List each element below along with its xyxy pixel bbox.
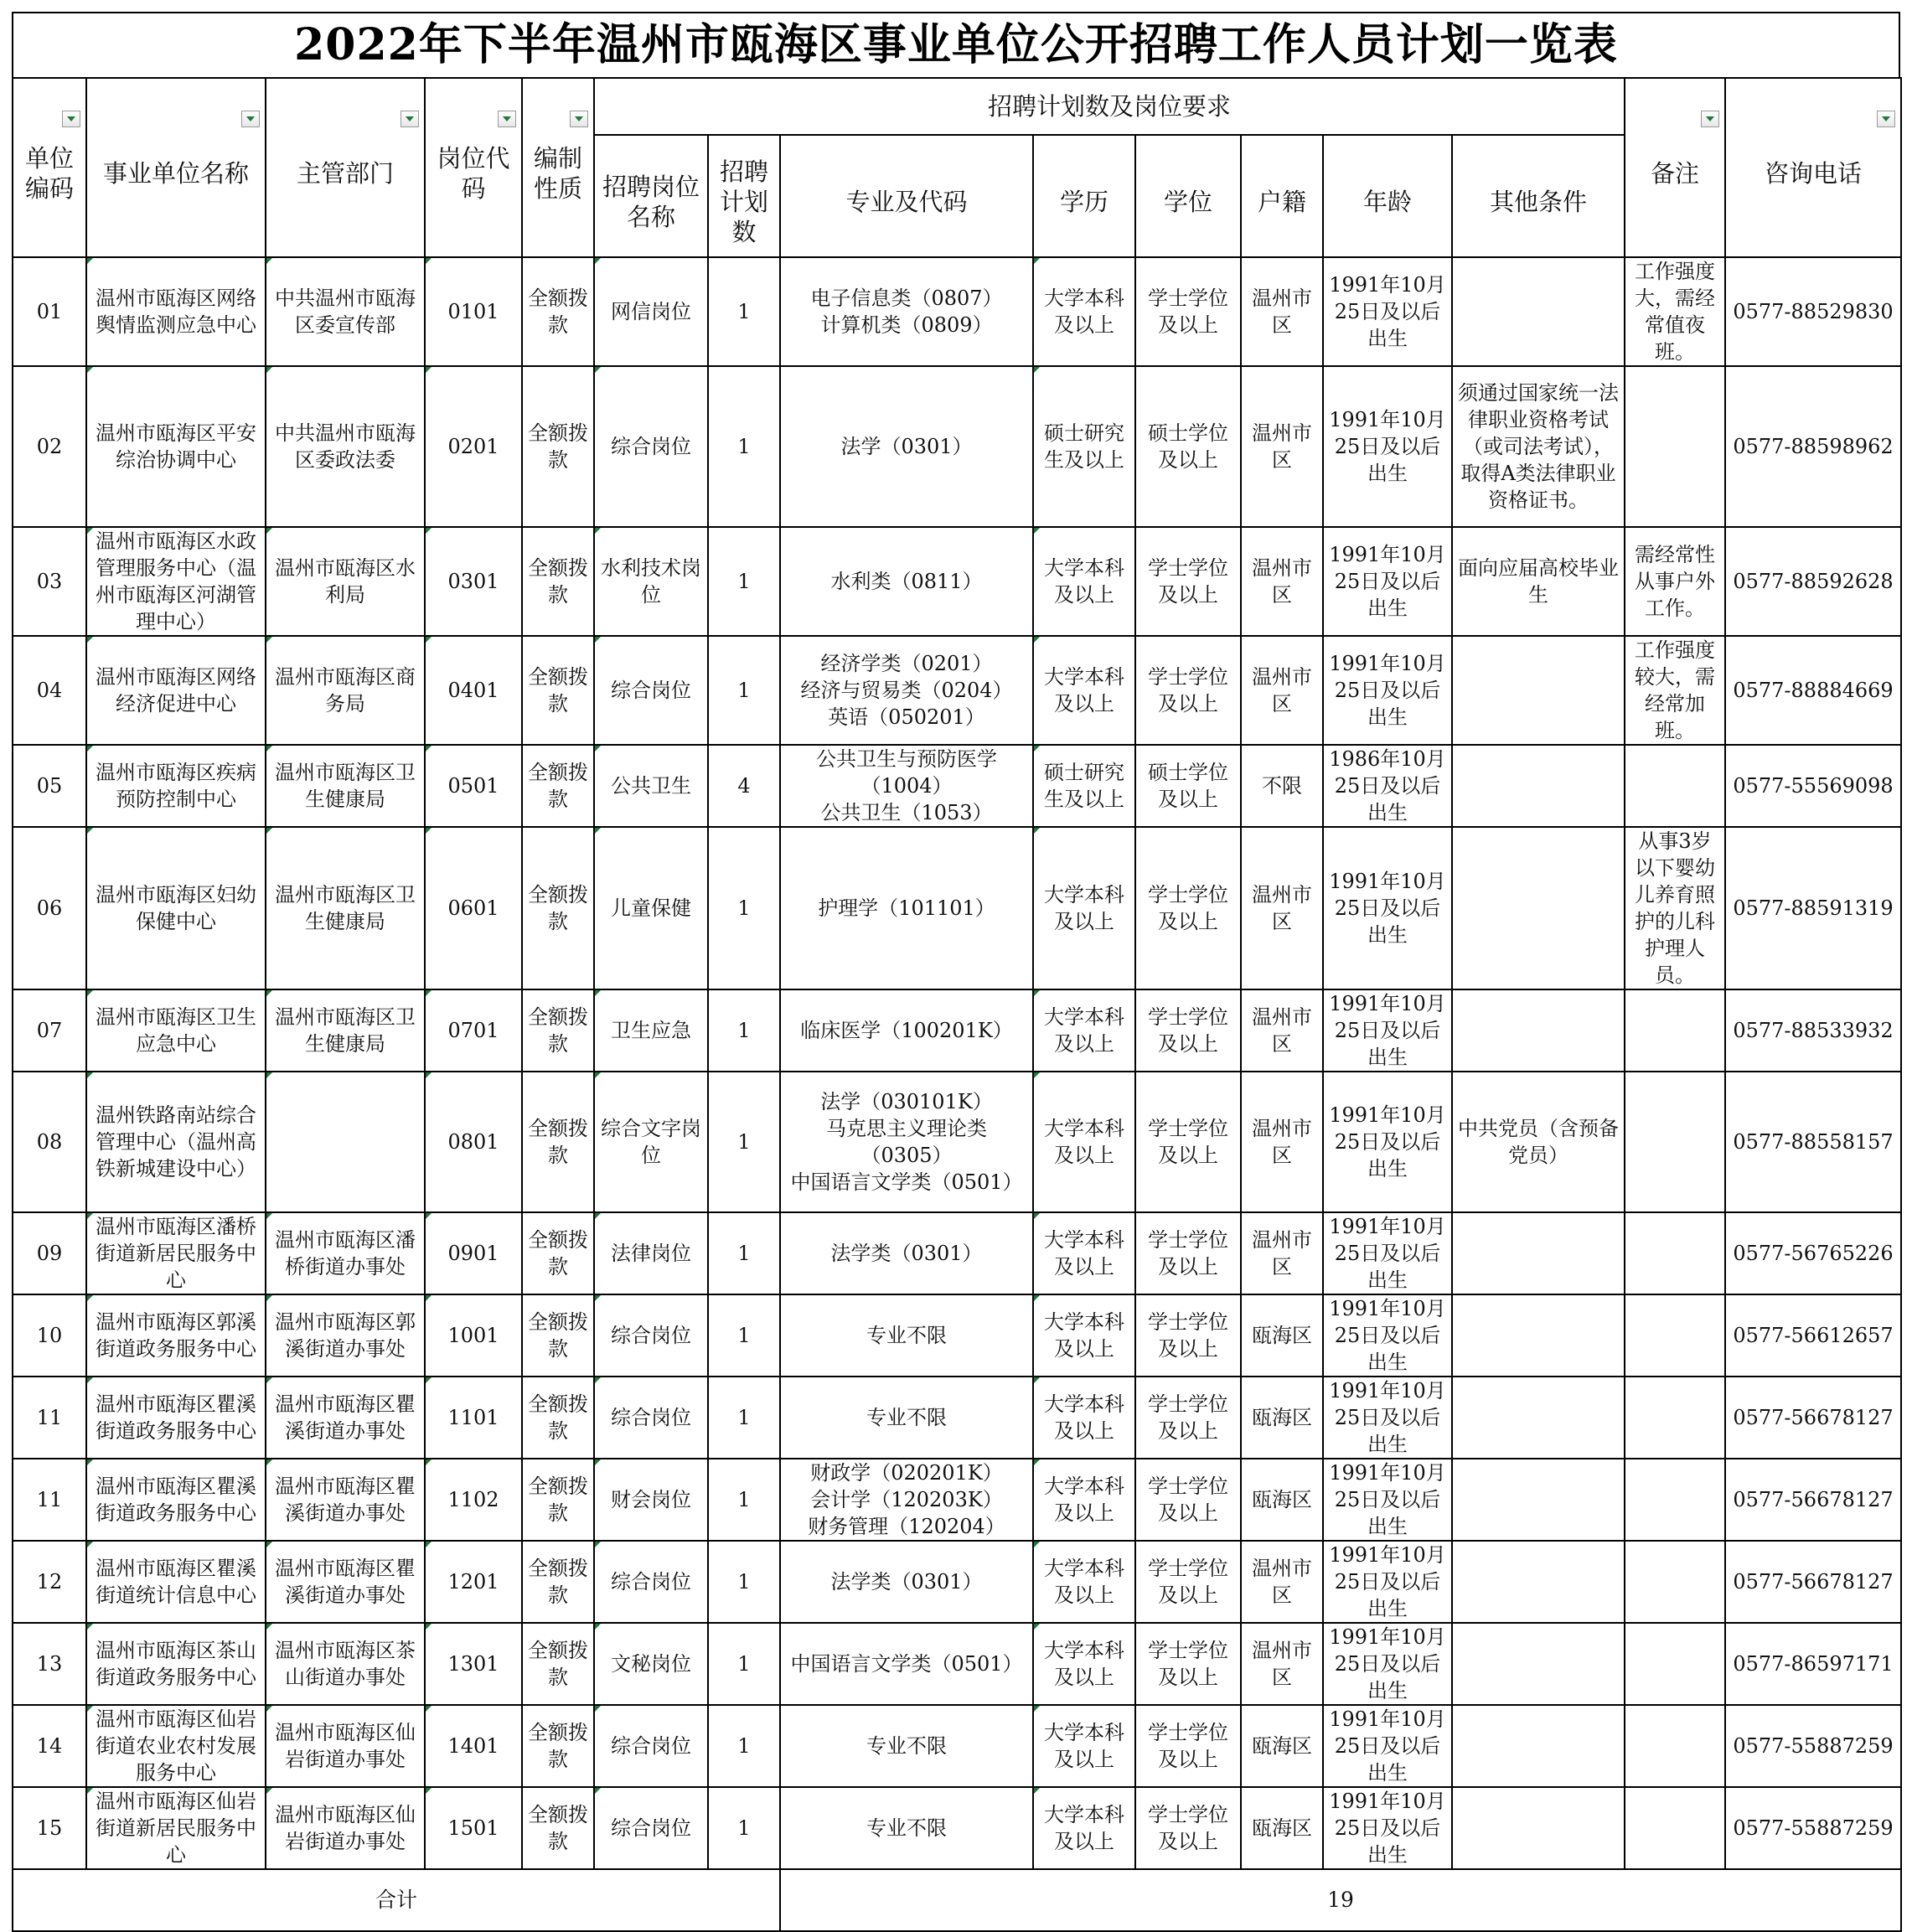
table-row [13,1541,1901,1623]
cell-post-name: 儿童保健 [594,827,708,989]
total-row [13,1869,1901,1931]
cell-nature: 全额拨款 [522,745,594,827]
cell-edu: 大学本科及以上 [1033,1705,1135,1787]
cell-post-name: 综合岗位 [594,366,708,527]
cell-count: 1 [708,1459,780,1541]
cell-major: 法学（030101K） 马克思主义理论类（0305） 中国语言文学类（0501） [780,1072,1033,1212]
cell-dept: 温州市瓯海区水利局 [266,527,425,636]
cell-unit-name: 温州市瓯海区疾病预防控制中心 [86,745,266,827]
cell-major: 专业不限 [780,1377,1033,1459]
cell-edu: 大学本科及以上 [1033,257,1135,366]
cell-count: 1 [708,1623,780,1705]
cell-other [1452,1459,1625,1541]
cell-post-code: 1201 [425,1541,522,1623]
cell-post-code: 0701 [425,989,522,1072]
cell-dept: 温州市瓯海区瞿溪街道办事处 [266,1541,425,1623]
cell-unit-name: 温州市瓯海区水政管理服务中心（温州市瓯海区河湖管理中心） [86,527,266,636]
cell-phone: 0577-88558157 [1725,1072,1901,1212]
cell-nature: 全额拨款 [522,1623,594,1705]
table-row [13,989,1901,1072]
table-row [13,1623,1901,1705]
cell-huji: 温州市区 [1241,827,1323,989]
cell-huji: 温州市区 [1241,1623,1323,1705]
cell-age: 1991年10月25日及以后出生 [1323,1787,1452,1869]
header-unit-name: 事业单位名称 [86,78,266,257]
cell-degree: 学士学位及以上 [1135,827,1241,989]
cell-age: 1991年10月25日及以后出生 [1323,636,1452,745]
cell-note: 工作强度大，需经常值夜班。 [1625,257,1725,366]
cell-other [1452,1705,1625,1787]
cell-unit-code: 02 [13,366,86,527]
cell-huji: 瓯海区 [1241,1377,1323,1459]
cell-post-name: 法律岗位 [594,1212,708,1294]
cell-phone: 0577-88529830 [1725,257,1901,366]
table-row [13,527,1901,636]
cell-unit-code: 14 [13,1705,86,1787]
cell-note [1625,1377,1725,1459]
cell-post-name: 综合岗位 [594,1787,708,1869]
cell-edu: 大学本科及以上 [1033,527,1135,636]
filter-dropdown-icon[interactable] [498,111,516,127]
cell-unit-code: 06 [13,827,86,989]
cell-age: 1991年10月25日及以后出生 [1323,1072,1452,1212]
cell-post-code: 1001 [425,1294,522,1377]
cell-huji: 温州市区 [1241,1072,1323,1212]
header-nature: 编制性质 [522,78,594,257]
cell-major: 专业不限 [780,1787,1033,1869]
cell-count: 1 [708,257,780,366]
cell-unit-code: 12 [13,1541,86,1623]
cell-nature: 全额拨款 [522,1072,594,1212]
header-note: 备注 [1625,78,1725,257]
cell-nature: 全额拨款 [522,527,594,636]
recruitment-table [12,77,1902,1932]
header-huji: 户籍 [1241,135,1323,257]
cell-note [1625,1787,1725,1869]
header-post-name: 招聘岗位名称 [594,135,708,257]
cell-post-code: 0301 [425,527,522,636]
cell-post-name: 综合文字岗位 [594,1072,708,1212]
cell-edu: 大学本科及以上 [1033,1377,1135,1459]
table-row [13,636,1901,745]
cell-major: 专业不限 [780,1705,1033,1787]
cell-post-name: 综合岗位 [594,636,708,745]
cell-edu: 大学本科及以上 [1033,1212,1135,1294]
table-row [13,827,1901,989]
cell-nature: 全额拨款 [522,1541,594,1623]
cell-nature: 全额拨款 [522,1787,594,1869]
cell-dept: 温州市瓯海区仙岩街道办事处 [266,1787,425,1869]
cell-count: 1 [708,1072,780,1212]
cell-major: 水利类（0811） [780,527,1033,636]
cell-major: 临床医学（100201K） [780,989,1033,1072]
cell-phone: 0577-88598962 [1725,366,1901,527]
cell-dept: 温州市瓯海区商务局 [266,636,425,745]
sheet [12,12,1900,1932]
cell-phone: 0577-88533932 [1725,989,1901,1072]
cell-dept [266,1072,425,1212]
cell-dept: 温州市瓯海区瞿溪街道办事处 [266,1459,425,1541]
cell-unit-name: 温州铁路南站综合管理中心（温州高铁新城建设中心） [86,1072,266,1212]
cell-other [1452,1212,1625,1294]
cell-degree: 学士学位及以上 [1135,1541,1241,1623]
cell-count: 1 [708,989,780,1072]
cell-other [1452,1541,1625,1623]
cell-unit-name: 温州市瓯海区妇幼保健中心 [86,827,266,989]
cell-unit-code: 10 [13,1294,86,1377]
cell-huji: 温州市区 [1241,636,1323,745]
filter-dropdown-icon[interactable] [62,111,80,127]
cell-dept: 温州市瓯海区潘桥街道办事处 [266,1212,425,1294]
table-row [13,1459,1901,1541]
cell-degree: 学士学位及以上 [1135,636,1241,745]
cell-count: 1 [708,827,780,989]
cell-age: 1991年10月25日及以后出生 [1323,527,1452,636]
cell-post-code: 0901 [425,1212,522,1294]
cell-phone: 0577-56678127 [1725,1541,1901,1623]
header-dept: 主管部门 [266,78,425,257]
cell-edu: 硕士研究生及以上 [1033,366,1135,527]
cell-unit-name: 温州市瓯海区平安综治协调中心 [86,366,266,527]
cell-degree: 学士学位及以上 [1135,989,1241,1072]
cell-edu: 大学本科及以上 [1033,989,1135,1072]
cell-dept: 温州市瓯海区瞿溪街道办事处 [266,1377,425,1459]
cell-phone: 0577-55569098 [1725,745,1901,827]
cell-other: 中共党员（含预备党员） [1452,1072,1625,1212]
cell-edu: 大学本科及以上 [1033,1541,1135,1623]
cell-unit-name: 温州市瓯海区网络经济促进中心 [86,636,266,745]
cell-post-code: 0601 [425,827,522,989]
cell-other: 面向应届高校毕业生 [1452,527,1625,636]
cell-note [1625,1623,1725,1705]
cell-other [1452,989,1625,1072]
cell-note [1625,1294,1725,1377]
table-row [13,1705,1901,1787]
header-unit-code: 单位编码 [13,78,86,257]
header-phone: 咨询电话 [1725,78,1901,257]
header-age: 年龄 [1323,135,1452,257]
cell-age: 1991年10月25日及以后出生 [1323,1623,1452,1705]
cell-phone: 0577-55887259 [1725,1705,1901,1787]
table-row [13,745,1901,827]
cell-edu: 大学本科及以上 [1033,1787,1135,1869]
cell-post-code: 1501 [425,1787,522,1869]
cell-degree: 学士学位及以上 [1135,1377,1241,1459]
table-row [13,257,1901,366]
cell-other [1452,827,1625,989]
cell-nature: 全额拨款 [522,827,594,989]
filter-dropdown-icon[interactable] [1701,111,1719,127]
cell-note [1625,1072,1725,1212]
cell-note: 从事3岁以下婴幼儿养育照护的儿科护理人员。 [1625,827,1725,989]
cell-huji: 瓯海区 [1241,1787,1323,1869]
cell-phone: 0577-56612657 [1725,1294,1901,1377]
cell-post-code: 1401 [425,1705,522,1787]
cell-age: 1991年10月25日及以后出生 [1323,257,1452,366]
cell-post-name: 文秘岗位 [594,1623,708,1705]
cell-nature: 全额拨款 [522,366,594,527]
filter-dropdown-icon[interactable] [241,111,260,127]
cell-note [1625,1212,1725,1294]
cell-unit-code: 08 [13,1072,86,1212]
cell-phone: 0577-55887259 [1725,1787,1901,1869]
header-major: 专业及代码 [780,135,1033,257]
cell-age: 1991年10月25日及以后出生 [1323,1705,1452,1787]
cell-unit-code: 11 [13,1459,86,1541]
cell-dept: 中共温州市瓯海区委宣传部 [266,257,425,366]
cell-count: 1 [708,527,780,636]
cell-phone: 0577-88592628 [1725,527,1901,636]
cell-huji: 温州市区 [1241,1212,1323,1294]
cell-other [1452,745,1625,827]
cell-nature: 全额拨款 [522,1377,594,1459]
cell-dept: 温州市瓯海区卫生健康局 [266,989,425,1072]
cell-nature: 全额拨款 [522,1459,594,1541]
cell-major: 法学类（0301） [780,1212,1033,1294]
cell-unit-name: 温州市瓯海区潘桥街道新居民服务中心 [86,1212,266,1294]
cell-unit-code: 03 [13,527,86,636]
cell-huji: 瓯海区 [1241,1294,1323,1377]
cell-other [1452,1377,1625,1459]
cell-huji: 温州市区 [1241,366,1323,527]
cell-degree: 硕士学位及以上 [1135,745,1241,827]
cell-age: 1991年10月25日及以后出生 [1323,366,1452,527]
cell-nature: 全额拨款 [522,257,594,366]
cell-major: 法学类（0301） [780,1541,1033,1623]
cell-edu: 大学本科及以上 [1033,1072,1135,1212]
cell-unit-code: 07 [13,989,86,1072]
cell-edu: 大学本科及以上 [1033,827,1135,989]
cell-post-name: 综合岗位 [594,1705,708,1787]
cell-age: 1991年10月25日及以后出生 [1323,1377,1452,1459]
cell-count: 1 [708,636,780,745]
table-row [13,1212,1901,1294]
cell-unit-code: 11 [13,1377,86,1459]
cell-other [1452,257,1625,366]
cell-post-name: 综合岗位 [594,1377,708,1459]
cell-post-name: 公共卫生 [594,745,708,827]
table-row [13,1072,1901,1212]
cell-post-code: 1102 [425,1459,522,1541]
cell-note [1625,1705,1725,1787]
cell-degree: 学士学位及以上 [1135,1072,1241,1212]
cell-age: 1991年10月25日及以后出生 [1323,1212,1452,1294]
cell-huji: 温州市区 [1241,257,1323,366]
cell-degree: 学士学位及以上 [1135,1623,1241,1705]
cell-huji: 瓯海区 [1241,1705,1323,1787]
cell-unit-name: 温州市瓯海区网络舆情监测应急中心 [86,257,266,366]
cell-count: 1 [708,1294,780,1377]
cell-count: 1 [708,1212,780,1294]
cell-note [1625,745,1725,827]
cell-phone: 0577-56678127 [1725,1377,1901,1459]
cell-unit-name: 温州市瓯海区郭溪街道政务服务中心 [86,1294,266,1377]
cell-degree: 学士学位及以上 [1135,257,1241,366]
cell-unit-code: 09 [13,1212,86,1294]
cell-unit-name: 温州市瓯海区瞿溪街道统计信息中心 [86,1541,266,1623]
cell-major: 财政学（020201K） 会计学（120203K） 财务管理（120204） [780,1459,1033,1541]
cell-degree: 学士学位及以上 [1135,1294,1241,1377]
cell-other [1452,1787,1625,1869]
cell-edu: 大学本科及以上 [1033,1459,1135,1541]
cell-unit-code: 13 [13,1623,86,1705]
cell-dept: 温州市瓯海区茶山街道办事处 [266,1623,425,1705]
header-edu: 学历 [1033,135,1135,257]
cell-count: 4 [708,745,780,827]
cell-note [1625,1541,1725,1623]
table-body [13,257,1901,1869]
header-other: 其他条件 [1452,135,1625,257]
cell-edu: 大学本科及以上 [1033,1623,1135,1705]
cell-age: 1991年10月25日及以后出生 [1323,1541,1452,1623]
cell-note [1625,366,1725,527]
cell-post-name: 综合岗位 [594,1294,708,1377]
cell-unit-code: 05 [13,745,86,827]
filter-dropdown-icon[interactable] [570,111,588,127]
cell-major: 专业不限 [780,1294,1033,1377]
cell-post-name: 财会岗位 [594,1459,708,1541]
cell-post-code: 1301 [425,1623,522,1705]
cell-note [1625,1459,1725,1541]
table-row [13,366,1901,527]
cell-degree: 学士学位及以上 [1135,1787,1241,1869]
cell-major: 护理学（101101） [780,827,1033,989]
cell-edu: 硕士研究生及以上 [1033,745,1135,827]
cell-count: 1 [708,1705,780,1787]
cell-phone: 0577-86597171 [1725,1623,1901,1705]
cell-phone: 0577-88884669 [1725,636,1901,745]
cell-unit-code: 01 [13,257,86,366]
cell-note: 需经常性从事户外工作。 [1625,527,1725,636]
cell-nature: 全额拨款 [522,1705,594,1787]
cell-dept: 中共温州市瓯海区委政法委 [266,366,425,527]
cell-other: 须通过国家统一法律职业资格考试（或司法考试），取得A类法律职业资格证书。 [1452,366,1625,527]
cell-phone: 0577-56678127 [1725,1459,1901,1541]
cell-major: 中国语言文学类（0501） [780,1623,1033,1705]
cell-huji: 温州市区 [1241,527,1323,636]
cell-note [1625,989,1725,1072]
cell-degree: 学士学位及以上 [1135,527,1241,636]
cell-nature: 全额拨款 [522,636,594,745]
header-post-code: 岗位代码 [425,78,522,257]
cell-edu: 大学本科及以上 [1033,636,1135,745]
cell-phone: 0577-56765226 [1725,1212,1901,1294]
cell-age: 1991年10月25日及以后出生 [1323,827,1452,989]
cell-unit-name: 温州市瓯海区卫生应急中心 [86,989,266,1072]
cell-dept: 温州市瓯海区卫生健康局 [266,745,425,827]
cell-unit-name: 温州市瓯海区茶山街道政务服务中心 [86,1623,266,1705]
cell-count: 1 [708,1377,780,1459]
cell-unit-name: 温州市瓯海区瞿溪街道政务服务中心 [86,1377,266,1459]
cell-huji: 不限 [1241,745,1323,827]
page-title: 2022年下半年温州市瓯海区事业单位公开招聘工作人员计划一览表 [12,12,1900,77]
cell-dept: 温州市瓯海区仙岩街道办事处 [266,1705,425,1787]
cell-dept: 温州市瓯海区郭溪街道办事处 [266,1294,425,1377]
cell-major: 公共卫生与预防医学（1004） 公共卫生（1053） [780,745,1033,827]
cell-huji: 温州市区 [1241,1541,1323,1623]
cell-unit-name: 温州市瓯海区仙岩街道新居民服务中心 [86,1787,266,1869]
cell-dept: 温州市瓯海区卫生健康局 [266,827,425,989]
header-count: 招聘计划数 [708,135,780,257]
cell-major: 电子信息类（0807） 计算机类（0809） [780,257,1033,366]
filter-dropdown-icon[interactable] [1877,111,1895,127]
cell-degree: 学士学位及以上 [1135,1705,1241,1787]
cell-post-code: 0401 [425,636,522,745]
table-row [13,1294,1901,1377]
cell-major: 法学（0301） [780,366,1033,527]
cell-post-name: 网信岗位 [594,257,708,366]
cell-unit-name: 温州市瓯海区仙岩街道农业农村发展服务中心 [86,1705,266,1787]
cell-post-code: 1101 [425,1377,522,1459]
total-label: 合计 [13,1869,780,1931]
cell-post-code: 0501 [425,745,522,827]
cell-degree: 学士学位及以上 [1135,1459,1241,1541]
cell-age: 1991年10月25日及以后出生 [1323,1294,1452,1377]
cell-post-name: 水利技术岗位 [594,527,708,636]
cell-post-code: 0801 [425,1072,522,1212]
header-degree: 学位 [1135,135,1241,257]
cell-unit-code: 04 [13,636,86,745]
cell-age: 1991年10月25日及以后出生 [1323,989,1452,1072]
cell-unit-code: 15 [13,1787,86,1869]
cell-post-name: 综合岗位 [594,1541,708,1623]
filter-dropdown-icon[interactable] [400,111,419,127]
cell-age: 1991年10月25日及以后出生 [1323,1459,1452,1541]
cell-post-code: 0101 [425,257,522,366]
cell-unit-name: 温州市瓯海区瞿溪街道政务服务中心 [86,1459,266,1541]
cell-count: 1 [708,1541,780,1623]
cell-other [1452,1294,1625,1377]
cell-degree: 硕士学位及以上 [1135,366,1241,527]
cell-count: 1 [708,1787,780,1869]
cell-other [1452,1623,1625,1705]
cell-age: 1986年10月25日及以后出生 [1323,745,1452,827]
cell-major: 经济学类（0201） 经济与贸易类（0204） 英语（050201） [780,636,1033,745]
cell-count: 1 [708,366,780,527]
cell-huji: 温州市区 [1241,989,1323,1072]
table-row [13,1787,1901,1869]
header-group: 招聘计划数及岗位要求 [594,78,1625,135]
cell-note: 工作强度较大，需经常加班。 [1625,636,1725,745]
cell-nature: 全额拨款 [522,989,594,1072]
cell-huji: 瓯海区 [1241,1459,1323,1541]
table-row [13,1377,1901,1459]
cell-post-code: 0201 [425,366,522,527]
cell-degree: 学士学位及以上 [1135,1212,1241,1294]
cell-edu: 大学本科及以上 [1033,1294,1135,1377]
cell-nature: 全额拨款 [522,1294,594,1377]
cell-other [1452,636,1625,745]
cell-post-name: 卫生应急 [594,989,708,1072]
cell-nature: 全额拨款 [522,1212,594,1294]
total-value: 19 [780,1869,1901,1931]
cell-phone: 0577-88591319 [1725,827,1901,989]
